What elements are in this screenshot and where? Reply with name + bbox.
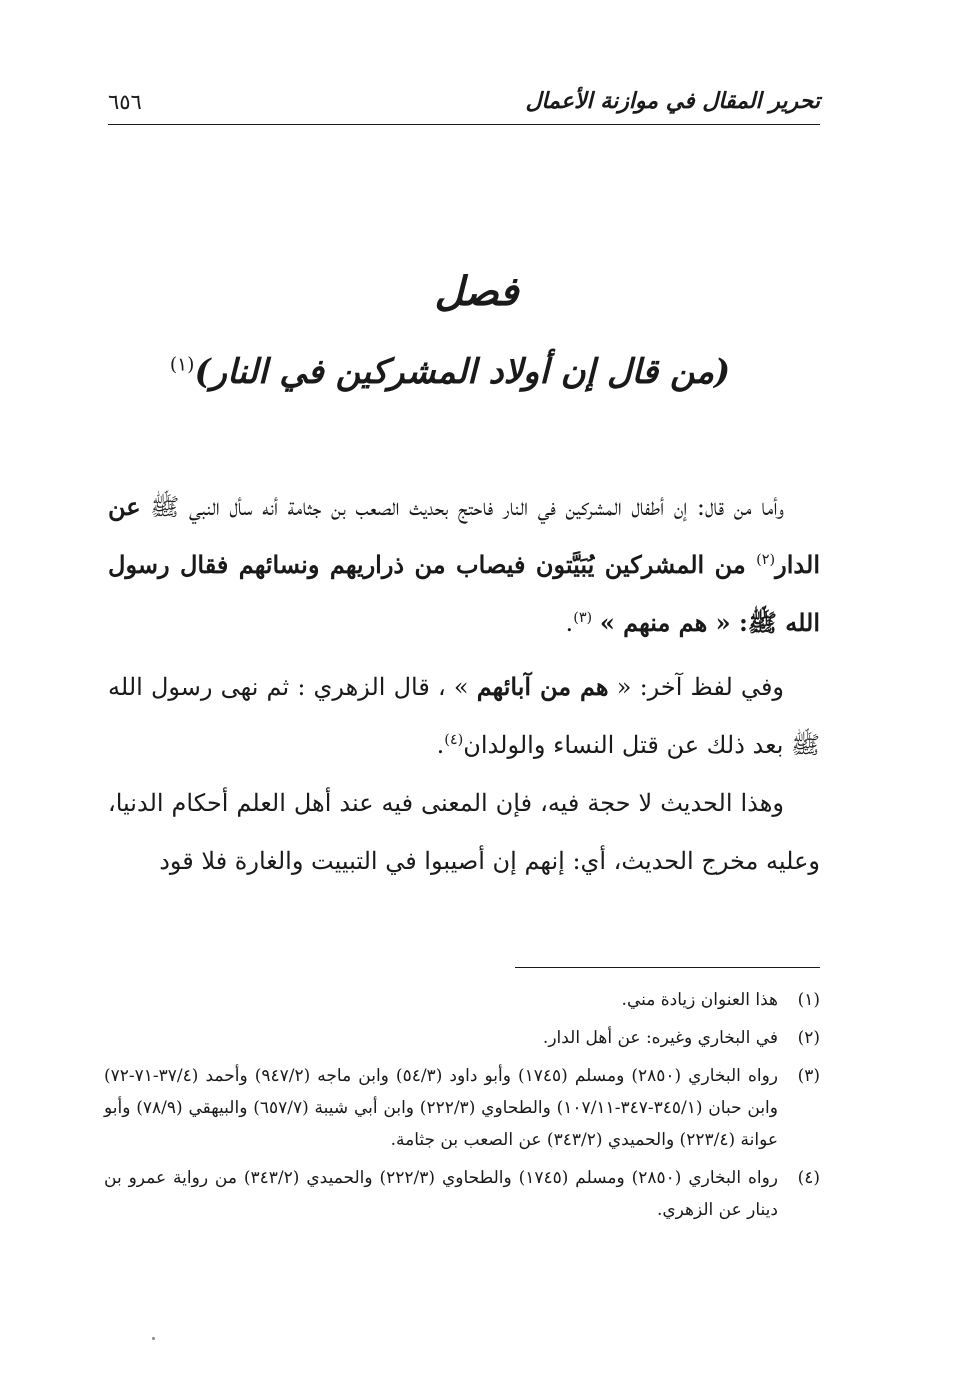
footnotes (104, 984, 820, 1232)
footnote-number: (٢) (797, 1028, 820, 1048)
section-title: فصل (434, 268, 519, 315)
chapter-title-text: (من قال إن أولاد المشركين في النار) (194, 352, 731, 392)
footnote-item (104, 1162, 820, 1226)
p2-bold-1: هم من آبائهم (476, 672, 609, 701)
header-rule (108, 124, 820, 125)
p2-text-1: وفي لفظ آخر: « (608, 673, 785, 701)
footnote-number: (١) (797, 990, 820, 1010)
chapter-title (0, 352, 900, 392)
paragraph-1 (108, 478, 820, 652)
book-title: تحرير المقال في موازنة الأعمال (525, 88, 820, 114)
footnote-text: رواه البخاري (٢٨٥٠) ومسلم (١٧٤٥) وأبو داود (٥٤/٣) وابن ماجه (٩٤٧/٢) وأحمد (٣٧/٤-٧١-٧٢) وابن حبان (٣٤٥/١-٣٤٧-١٠٧/١١) والطحاوي (٢٢٢/٣) وابن أبي شيبة (٦٥٧/٧) والبيهقي (٧٨/٩) وأبو عوانة (٢٢٣/٤) والحميدي (٣٤٣/٢) عن الصعب بن جثامة. (104, 1066, 778, 1150)
p1-text-2: . (565, 609, 574, 637)
footnote-ref-2: (٢) (756, 552, 776, 568)
footnote-text: في البخاري وغيره: عن أهل الدار. (542, 1028, 778, 1048)
footnote-rule (515, 967, 820, 968)
body-text (108, 478, 820, 890)
footnote-item (104, 1022, 820, 1054)
footnote-text: هذا العنوان زيادة مني. (621, 990, 778, 1010)
paragraph-2 (108, 658, 820, 774)
footnote-number: (٤) (797, 1168, 820, 1188)
p2-text-3: . (436, 731, 445, 759)
footnote-text: رواه البخاري (٢٨٥٠) ومسلم (١٧٤٥) والطحاوي (٢٢٢/٣) والحميدي (٣٤٣/٢) من رواية عمرو بن دينار عن الزهري. (104, 1168, 778, 1220)
p1-text-1: وأما من قال: إن أطفال المشركين في النار فاحتج بحديث الصعب بن جثامة أنه سأل النبي ﷺ (140, 493, 784, 521)
paragraph-3: وهذا الحديث لا حجة فيه، فإن المعنى فيه عند أهل العلم أحكام الدنيا، وعليه مخرج الحديث، أي: إنهم إن أصيبوا في التبييت والغارة فلا قود (108, 789, 820, 875)
footnote-ref-4: (٤) (444, 732, 464, 748)
running-header (108, 84, 820, 124)
footnote-item (104, 984, 820, 1016)
footnote-item (104, 1060, 820, 1156)
p1-bold-2: من المشركين يُبَيَّتون فيصاب من ذراريهم ونسائهم فقال رسول الله ﷺ: « هم منهم » (108, 550, 820, 637)
p1-bold-1: عن الدار (108, 492, 820, 579)
scan-speck (152, 1337, 155, 1340)
p2-text-2: » ، قال الزهري : ثم نهى رسول الله ﷺ بعد ذلك عن قتل النساء والولدان (108, 673, 820, 759)
page-number: ٦٥٦ (108, 90, 142, 114)
footnote-ref-1: (١) (169, 354, 195, 376)
footnote-ref-3: (٣) (573, 610, 593, 626)
footnote-number: (٣) (797, 1066, 820, 1086)
